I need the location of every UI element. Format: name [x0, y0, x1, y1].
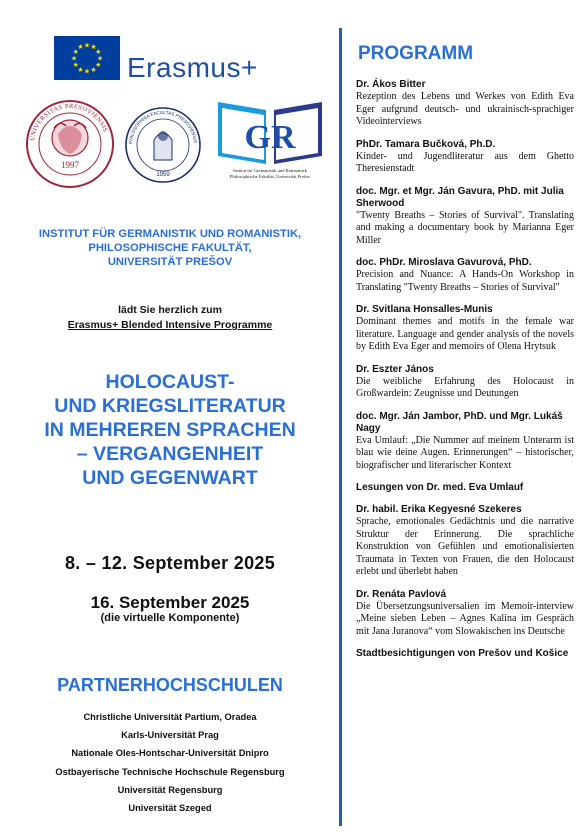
speaker-name: doc. Mgr. Ján Jambor, PhD. und Mgr. Lukáš Nagy [356, 410, 563, 434]
programme-name: Erasmus+ Blended Intensive Programme [67, 319, 273, 331]
seal-text-2: PHILOSOPHICA FACULTAS PRESOVIENSIS [127, 109, 198, 145]
talk-topic: Eva Umlauf: „Die Nummer auf meinem Unterarm ist blau wie deine Augen. Erinnerungen“ – historischer, biografischer und literarischer Kontext [356, 434, 574, 471]
talk-topic: Sprache, emotionales Gedächtnis und die narrative Struktur der Erinnerung. Die sprachliche Konstruktion von Gefühlen und emotionalisierten Traumata in Texten von Frauen, die den Holocaust erlebt und überlebt haben [356, 516, 574, 577]
speaker-name: Dr. Eszter János [356, 363, 434, 375]
talk-topic: Die weibliche Erfahrung des Holocaust in Großwardein: Zeugnisse und Deutungen [356, 375, 574, 399]
eu-flag-icon [54, 36, 120, 80]
talk-topic: Kinder- und Jugendliteratur aus dem Ghetto Theresienstadt [356, 150, 574, 174]
speaker-name: doc. PhDr. Miroslava Gavurová, PhD. [356, 257, 532, 268]
erasmus-logo: Erasmus+ [127, 52, 258, 83]
program-item [356, 304, 574, 354]
eu-star-icon: ★ [83, 41, 91, 50]
partners-list [20, 708, 320, 817]
talk-topic: Rezeption des Lebens und Werkes von Edith Eva Eger aufgrund deutsch- und ukrainisch-sprachiger Videointerviews [356, 91, 574, 127]
talk-topic: "Twenty Breaths – Stories of Survival". Translating and making a documentary book by Marianna Eger Miller [356, 209, 574, 246]
program-item [356, 139, 574, 176]
faculty-seal-logo [124, 106, 202, 184]
partner-item: Nationale Oles-Hontschar-Universität Dnipro [71, 748, 269, 759]
speaker-name: Dr. Ákos Bitter [356, 79, 426, 90]
program-item [356, 79, 574, 129]
eu-star-icon: ★ [95, 61, 102, 69]
seal-year-2: 1959 [156, 172, 170, 178]
program-item [356, 504, 574, 579]
talk-topic: Dominant themes and motifs in the female war literature. Language and gender analysis of the novels by Edith Eva Eger and memoirs of Olena Hrytsuk [356, 316, 574, 352]
talk-topic: Precision and Nuance: A Hands-On Workshop in Translating "Twenty Breaths – Stories of Survival" [356, 269, 574, 293]
seal-year-1: 1997 [61, 160, 79, 170]
institute-line: UNIVERSITÄT PREŠOV [107, 256, 233, 268]
partner-item: Universität Szeged [128, 803, 212, 814]
program-item [356, 482, 574, 494]
event-dates: 8. – 12. September 2025 [64, 553, 276, 573]
column-divider [339, 28, 342, 826]
virtual-date: 16. September 2025 [90, 593, 250, 612]
talk-topic: Die Übersetzungsuniversalien im Memoir-interview „Meine sieben Leben – Agnes Kalina im Gespräch mit Jana Juranova“ vom Slowakischen ins Deutsche [356, 600, 574, 637]
title-line: UND GEGENWART [82, 467, 258, 489]
virtual-note: (die virtuelle Komponente) [100, 612, 240, 624]
program-item [356, 648, 574, 660]
speaker-name: Dr. Renáta Pavlová [356, 588, 447, 600]
gr-caption-1: Institut für Germanistik und Romanistik [233, 168, 307, 173]
eu-star-icon: ★ [83, 67, 91, 76]
title-line: HOLOCAUST- [105, 371, 235, 393]
program-heading: PROGRAMM [358, 43, 474, 64]
partner-item: Universität Regensburg [117, 784, 223, 795]
program-item [356, 364, 574, 401]
institute-heading [20, 227, 320, 269]
eu-star-icon: ★ [95, 48, 102, 56]
eu-star-icon: ★ [90, 65, 97, 74]
speaker-name: Lesungen von Dr. med. Eva Umlauf [356, 482, 524, 493]
partner-item: Christliche Universität Partium, Oradea [83, 712, 257, 722]
speaker-name: doc. Mgr. et Mgr. Ján Gavura, PhD. mit Julia Sherwood [356, 185, 564, 209]
partner-item: Ostbayerische Technische Hochschule Regensburg [55, 766, 285, 777]
eu-star-icon: ★ [77, 65, 84, 74]
eu-star-icon: ★ [77, 43, 84, 52]
gr-institute-logo [214, 98, 326, 184]
title-line: – VERGANGENHEIT [76, 443, 264, 465]
eu-star-icon: ★ [96, 54, 104, 63]
event-title [20, 370, 320, 490]
university-seal-logo [24, 98, 116, 190]
gr-letters: GR [244, 119, 296, 156]
speaker-name: Dr. Svitlana Honsalles-Munis [356, 304, 493, 315]
speaker-name: PhDr. Tamara Bučková, Ph.D. [356, 138, 496, 150]
eu-star-icon: ★ [72, 61, 79, 69]
speaker-name: Stadtbesichtigungen von Prešov und Košice [356, 648, 569, 659]
institute-line: PHILOSOPHISCHE FAKULTÄT, [88, 242, 252, 254]
title-line: IN MEHREREN SPRACHEN [44, 419, 296, 441]
program-item [356, 411, 574, 473]
institute-line: INSTITUT FÜR GERMANISTIK UND ROMANISTIK, [38, 228, 302, 240]
program-item [356, 186, 574, 248]
title-line: UND KRIEGSLITERATUR [54, 395, 286, 417]
program-item [356, 589, 574, 639]
gr-caption-2: Philosophische Fakultät, Universität Prešov [229, 174, 311, 179]
invitation-text [20, 303, 320, 333]
seal-text-1: UNIVERSITAS PRESOVIENSIS [29, 102, 109, 142]
speaker-name: Dr. habil. Erika Kegyesné Szekeres [356, 504, 522, 515]
program-item [356, 257, 574, 294]
eu-star-icon: ★ [70, 54, 78, 63]
invite-line: lädt Sie herzlich zum [118, 304, 222, 316]
eu-star-icon: ★ [72, 48, 79, 56]
partner-item: Karls-Universität Prag [121, 730, 219, 741]
partners-heading: PARTNERHOCHSCHULEN [57, 675, 283, 695]
program-column [356, 40, 574, 670]
eu-star-icon: ★ [90, 43, 97, 52]
